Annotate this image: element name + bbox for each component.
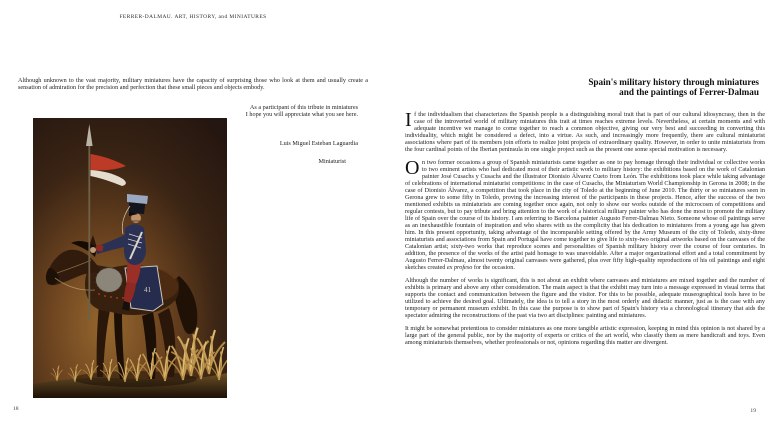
paragraph-artistic-expression: It might be somewhat pretentious to consider miniatures as one more tangible artistic expression, keeping in mind this opinion is not shared by a large part of the general public, nor by the majority of experts or critics of the art world, who classify them as mere handicraft and toys. Even among miniaturists themselves, whether professionals or not, opinions regarding this matter are divergent. [405,325,765,346]
tribute-line-2: I hope you will appreciate what you see here. [245,111,358,118]
right-page [386,0,771,433]
running-header: FERRER-DALMAU. ART, HISTORY, and MINIATURES [119,14,267,20]
paragraph-homage-text: n two former occasions a group of Spanish miniaturists came together as one to pay homage through their individual or collective works to two eminent artists who had dedicated most of their artistic work to military history: the exhibitions based on the work of Catalonian painter José Cusachs y Cusachs and the illustrator Dionisio Álvarez Cueto from León. The exhibitions took place while taking advantage of celebrations of international miniaturist competitions: in the case of Cusachs, the Miniaturism World Championship in Gerona in 2008; in the case of Dionisio Álvarez, a competition that took place in the city of Toledo at the beginning of June 2010. The thirty or so miniatures seen in Gerona grew to some fifty in Toledo, proving the increasing interest of the participants in these projects. Hence, after the success of the two mentioned exhibits us miniaturists are coming together once again, not only to show our works outside of the microcosm of competitions and regular contests, but to pay tribute and bring attention to the work of a historical military painter who has done the most to promote the military life of Spain over the course of its history. I am referring to Barcelona painter Augusto Ferrer-Dalmau Nieto. Someone whose oil paintings serve as an inexhaustible fountain of inspiration and who shares with us the complicity that his dedication to miniatures from a young age has given him. In this present opportunity, taking advantage of the incomparable setting offered by the Army Museum of the city of Toledo, sixty-three miniaturists and associations from Spain and Portugal have come together to give life to sixty-two original artworks based on the canvases of the Catalonian artist; sixty-two works that reproduce scenes and personalities of Spanish military history over the course of four centuries. In addition, the presence of the works of the artist paid homage to was unavoidable. After a major organizational effort and a total commitment by Augusto Ferrer-Dalmau, almost twenty original canvases were gathered, plus over fifty high-quality reproductions of his oil paintings and eight sketches created [405,159,765,271]
paragraph-exhibit-concept: Although the number of works is significant, this is not about an exhibit where canvases and miniatures are mixed together and the number of exhibits is primary and above any other consideration. The main aspect is that the exhibit may turn into a message expressed in visual terms that supports the contact and communication between the figure and the visitor. For this to be possible, adequate museographical tools have to be utilized to achieve the desired goal. Ultimately, the idea is to tell a story in the most orderly and didactic manner, just as is the case with any temporary or permanent museum exhibit. In this case the purpose is to show part of Spain's history via a chronological itinerary that aids the spectator admiring the reconstructions of the past via two art disciplines: painting and miniatures. [405,277,765,319]
dropcap-o: O [405,157,420,179]
paragraph-individualism-text: f the individualism that characterizes the Spanish people is a distinguishing moral trait that is part of our cultural idiosyncrasy, then in the case of the introverted world of military miniatures this trait at times reaches extreme levels. Nevertheless, at certain moments and with adequate incentive we manage to come together to reach a common objective, giving our very best and succeeding in converting this individuality, which might be considered a defect, into a virtue. As such, and increasingly more frequently, there are cultural miniaturist associations where part of its members join efforts to realize joint projects of extraordinary quality. However, in order to unite miniaturists from the four cardinal points of the Iberian peninsula in one single project such as the present one some special motivation is necessary. [405,111,765,153]
text-column [405,111,765,346]
tribute-line-1: As a participant of this tribute in miniatures [249,104,358,111]
intro-paragraph: Although unknown to the vast majority, military miniatures have the capacity of surprising those who look at them and usually create a sensation of admiration for the precision and perfection that these small pieces and objects embody. [18,77,368,91]
tribute-lines [108,104,358,118]
page-number-right: 19 [750,408,756,414]
paragraph-homage-tail: for the occasion. [472,264,515,271]
chapter-title [399,78,759,97]
dropcap-i: I [405,109,412,131]
left-page [0,0,385,433]
miniature-lancer-photo [33,118,227,398]
chapter-title-line-1: Spain's military history through miniatures [588,77,759,87]
paragraph-homage [405,159,765,271]
signature-role: Miniaturist [318,158,346,165]
paragraph-homage-italic: ex profeso [446,264,473,271]
miniature-lancer-illustration [33,118,227,398]
page-number-left: 18 [13,406,19,412]
saddle-number: 41 [144,286,151,294]
signature-name: Luis Miguel Esteban Laguardia [279,140,358,147]
chapter-title-line-2: and the paintings of Ferrer-Dalmau [619,86,759,97]
paragraph-individualism [405,111,765,153]
